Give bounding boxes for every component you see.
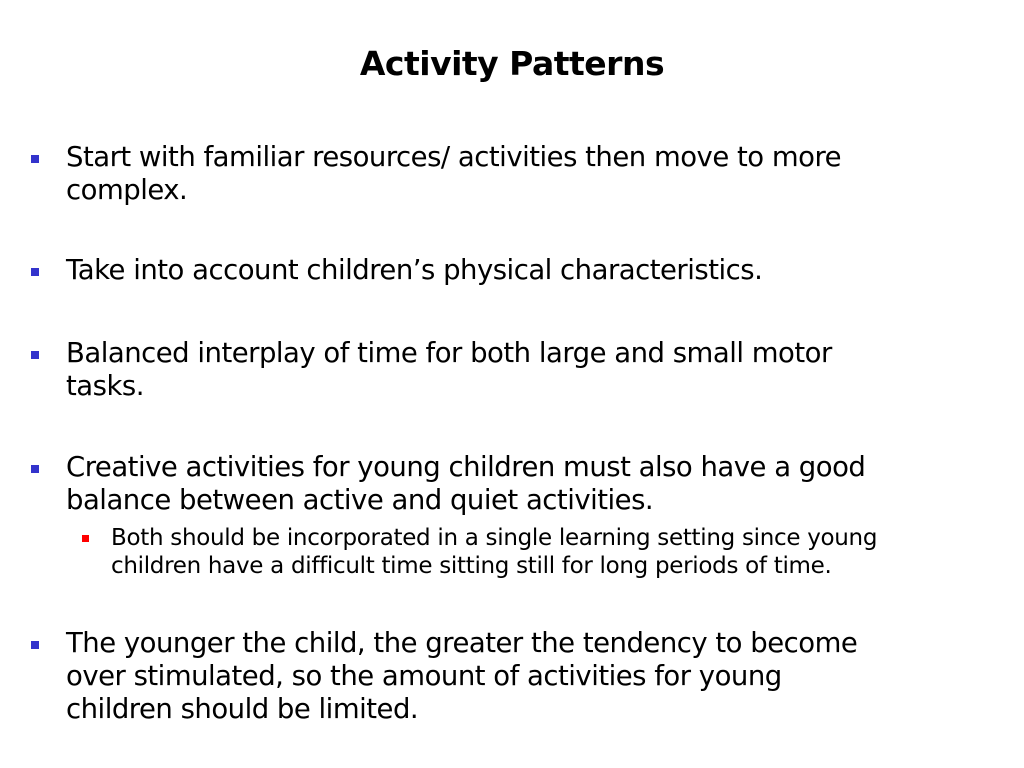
bullet-text-line: over stimulated, so the amount of activities for young	[66, 660, 782, 692]
square-bullet-icon	[31, 268, 39, 276]
slide-title: Activity Patterns	[359, 44, 665, 83]
bullet-text-line: Creative activities for young children must also have a good	[66, 451, 866, 483]
square-bullet-icon	[31, 641, 39, 649]
bullet-text-line: complex.	[66, 174, 188, 206]
bullet-text-line: children should be limited.	[66, 693, 419, 725]
sub-bullet-text-line: children have a difficult time sitting still for long periods of time.	[111, 553, 832, 579]
bullet-text-line: balance between active and quiet activities.	[66, 484, 654, 516]
square-bullet-icon	[31, 155, 39, 163]
bullet-text-line: Start with familiar resources/ activities then move to more	[66, 141, 842, 173]
bullet-text-line: Balanced interplay of time for both large and small motor	[66, 337, 832, 369]
bullet-text-line: Take into account children’s physical characteristics.	[66, 254, 763, 286]
square-bullet-icon	[82, 535, 89, 542]
sub-bullet-text-line: Both should be incorporated in a single learning setting since young	[111, 525, 878, 551]
bullet-text-line: The younger the child, the greater the tendency to become	[66, 627, 858, 659]
square-bullet-icon	[31, 465, 39, 473]
bullet-text-line: tasks.	[66, 370, 144, 402]
square-bullet-icon	[31, 351, 39, 359]
